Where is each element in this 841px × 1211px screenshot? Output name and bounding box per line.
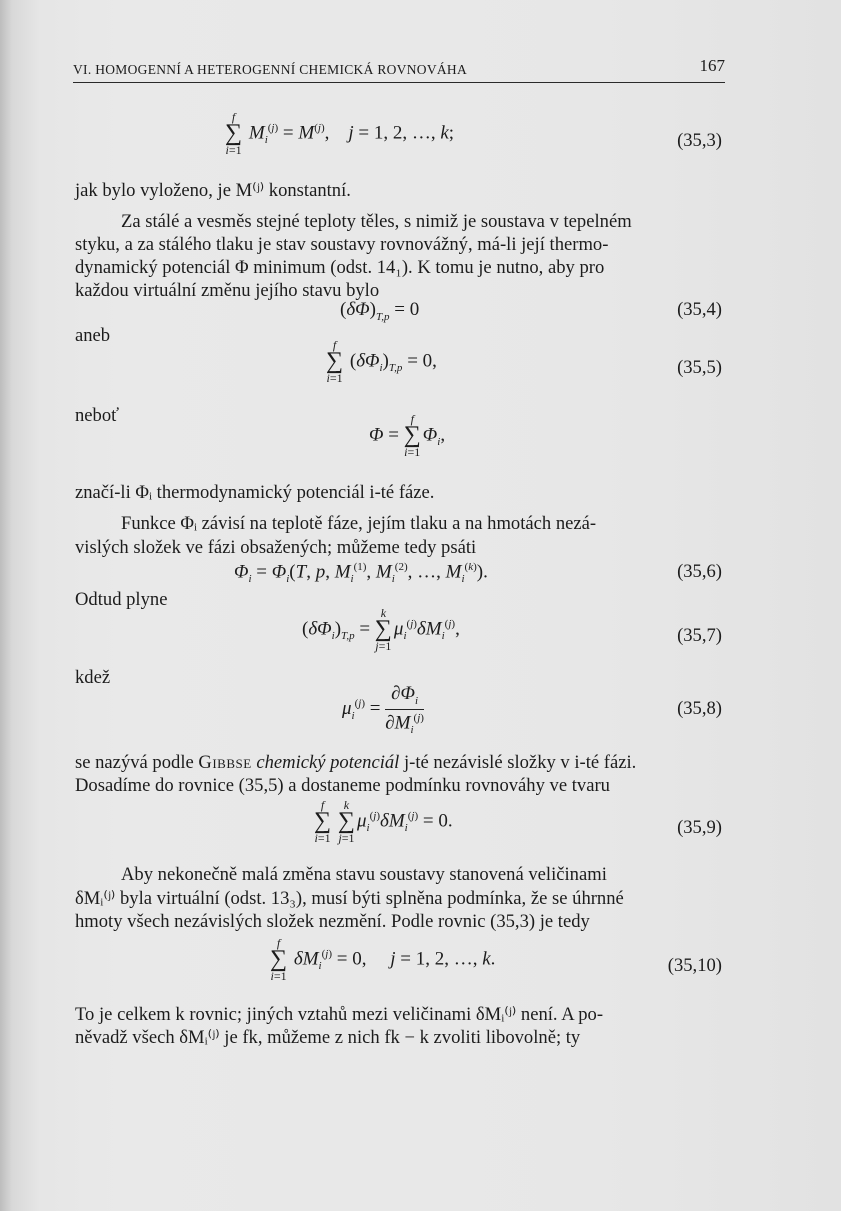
running-head: VI. HOMOGENNÍ A HETEROGENNÍ CHEMICKÁ ROVNOVÁHA [73, 62, 468, 77]
equation-35-5: f ∑ i=1 $(\delta\Phi_i)_{T,p} = 0$, [326, 338, 437, 385]
paragraph-line: Za stálé a vesměs stejné teploty těles, s nimiž je soustava v tepelném [121, 211, 632, 232]
paragraph-line: hmoty všech nezávislých složek nezmění. Podle rovnic (35,3) je tedy [75, 911, 590, 932]
text-line: jak bylo vyloženo, je M⁽ʲ⁾ konstantní. [75, 180, 351, 201]
paragraph-line: něvadž všech δMᵢ⁽ʲ⁾ je fk, můžeme z nich fk − k zvoliti libovolně; ty [75, 1027, 581, 1048]
author-name-gibbs: Gibbse [198, 752, 252, 773]
paragraph-line: Dosadíme do rovnice (35,5) a dostaneme podmínku rovnováhy ve tvaru [75, 775, 610, 796]
equation-35-3: f ∑ i=1 $M_i^{(j)} = M^{(j)}$, j = 1, 2, …, k; [225, 110, 455, 157]
equation-number: (35,10) [667, 955, 722, 976]
paragraph-line: Aby nekonečně malá změna stavu soustavy stanovená veličinami [121, 864, 607, 885]
paragraph-line: Funkce Φᵢ závisí na teplotě fáze, jejím tlaku a na hmotách nezá- [121, 513, 597, 534]
term-chemical-potential: chemický potenciál [251, 752, 400, 773]
paragraph-line: vislých složek ve fázi obsažených; můžeme tedy psáti [75, 537, 477, 558]
equation-35-8: $\mu_i^{(j)}$ = $\frac{\partial\Phi_i}{\partial M_i^{(j)}}$ [342, 683, 424, 736]
paragraph-line: To je celkem k rovnic; jiných vztahů mezi veličinami δMᵢ⁽ʲ⁾ není. A po- [75, 1004, 604, 1025]
text-run: se nazývá podle [75, 752, 199, 773]
text-line: kdež [75, 667, 111, 688]
text-line: Odtud plyne [75, 589, 168, 610]
text-run: j-té nezávislé složky v i-té fázi. [399, 752, 637, 773]
equation-number: (35,6) [677, 561, 722, 582]
paragraph-line: styku, a za stálého tlaku je stav soustavy rovnovážný, má-li její thermo- [75, 234, 609, 255]
equation-35-9: f ∑ i=1 k ∑ j=1 $\mu_i^{(j)}\delta M_i^{(j)} = 0$. [314, 798, 453, 845]
paragraph-line: dynamický potenciál Φ minimum (odst. 14₁). K tomu je nutno, aby pro [75, 257, 605, 278]
page-number: 167 [699, 56, 725, 75]
equation-35-10: f ∑ i=1 $\delta M_i^{(j)} = 0$, j = 1, 2, …, k. [270, 936, 496, 983]
paragraph-line [75, 752, 725, 774]
paragraph-line: δMᵢ⁽ʲ⁾ byla virtuální (odst. 13₃), musí býti splněna podmínka, že se úhrnné [75, 888, 624, 909]
equation-number: (35,9) [677, 817, 722, 838]
equation-number: (35,8) [677, 698, 722, 719]
text-line: neboť [75, 405, 120, 426]
equation-35-4: $(\delta\Phi)_{T,p} = 0$ [340, 299, 420, 323]
equation-35-6: $\Phi_i = \Phi_i(T$, p, $M_i^{(1)}$, $M_i^{(2)}$, …, $M_i^{(k)}$). [234, 561, 488, 586]
paragraph-line: každou virtuální změnu jejího stavu bylo [75, 280, 380, 301]
text-line: aneb [75, 325, 111, 346]
equation-number: (35,3) [677, 130, 722, 151]
text-line: značí-li Φᵢ thermodynamický potenciál i-té fáze. [75, 482, 435, 503]
equation-number: (35,4) [677, 299, 722, 320]
equation-phi-sum: Φ = f ∑ i=1 $\Phi_i$, [369, 412, 446, 459]
equation-number: (35,5) [677, 357, 722, 378]
equation-number: (35,7) [677, 625, 722, 646]
page-header [73, 56, 725, 83]
equation-35-7: $(\delta\Phi_i)_{T,p}$ = k ∑ j=1 $\mu_i^{(j)}\delta M_i^{(j)}$, [302, 606, 460, 653]
